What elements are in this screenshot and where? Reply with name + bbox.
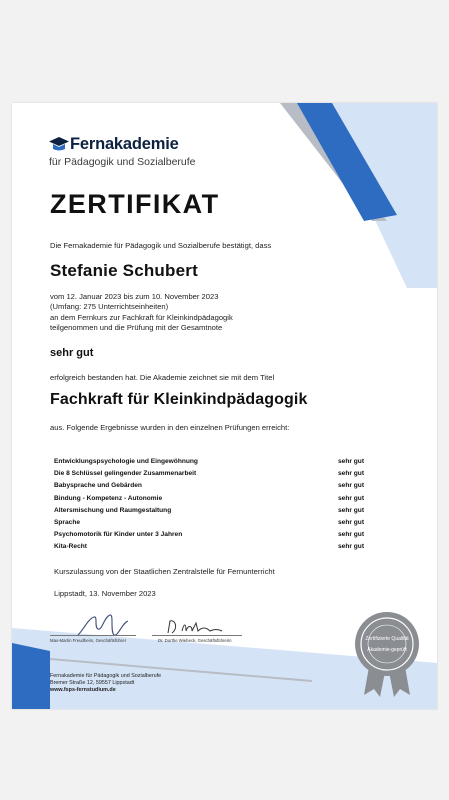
seal-line-2: Akademie-geprüft — [367, 647, 407, 653]
results-table — [54, 458, 374, 556]
result-grade: sehr gut — [338, 482, 365, 490]
footer-org: Fernakademie für Pädagogik und Sozialberufe — [50, 673, 162, 679]
result-subject: Sprache — [54, 518, 81, 526]
logo-name: Fernakademie — [70, 135, 179, 153]
left-signature-caption: Max-Martin Freudheim, Geschäftsführer — [50, 638, 127, 643]
degree-title: Fachkraft für Kleinkindpädagogik — [50, 391, 308, 408]
left-signature-image — [74, 611, 132, 641]
seal-line-1: Zertifizierte Qualität — [365, 636, 409, 642]
result-row — [54, 470, 374, 482]
detail-line: teilgenommen und die Prüfung mit der Gesamtnote — [50, 323, 223, 333]
result-subject: Die 8 Schlüssel gelingender Zusammenarbeit — [54, 470, 197, 478]
result-row — [54, 543, 374, 555]
footer-url: www.fsps-fernstudium.de — [50, 687, 116, 694]
result-row — [54, 519, 374, 531]
result-row — [54, 495, 374, 507]
result-grade: sehr gut — [338, 458, 365, 465]
footer — [50, 673, 161, 695]
quality-seal-icon — [352, 611, 422, 697]
logo — [48, 135, 179, 154]
overall-grade: sehr gut — [50, 347, 94, 359]
passed-text: erfolgreich bestanden hat. Die Akademie zeichnet sie mit dem Titel — [50, 373, 275, 382]
result-row — [54, 531, 374, 543]
place-date: Lippstadt, 13. November 2023 — [54, 589, 156, 598]
result-subject: Babysprache und Gebärden — [54, 482, 142, 490]
result-grade: sehr gut — [338, 543, 365, 551]
right-signature-line — [152, 635, 242, 636]
result-grade: sehr gut — [338, 506, 365, 514]
certificate-sheet — [12, 103, 437, 709]
bottom-left-blue-block — [12, 643, 50, 709]
result-row — [54, 482, 374, 494]
result-subject: Altersmischung und Raumgestaltung — [54, 506, 172, 514]
logo-subtitle: für Pädagogik und Sozialberufe — [49, 156, 196, 168]
course-details — [50, 292, 233, 334]
certificate-title: ZERTIFIKAT — [50, 189, 220, 219]
detail-line: an dem Fernkurs zur Fachkraft für Kleinkindpädagogik — [50, 312, 233, 322]
result-grade: sehr gut — [338, 518, 365, 526]
result-grade: sehr gut — [338, 470, 365, 478]
result-row — [54, 458, 374, 470]
result-grade: sehr gut — [338, 494, 365, 502]
detail-line: (Umfang: 275 Unterrichtseinheiten) — [50, 302, 169, 312]
result-subject: Psychomotorik für Kinder unter 3 Jahren — [54, 531, 183, 539]
left-signature-line — [50, 635, 136, 636]
intro-text: Die Fernakademie für Pädagogik und Sozialberufe bestätigt, dass — [50, 241, 272, 250]
graduation-cap-icon — [48, 136, 70, 153]
result-subject: Entwicklungspsychologie und Eingewöhnung — [54, 458, 198, 465]
footer-address: Bremer Straße 12, 59557 Lippstadt — [50, 680, 135, 687]
approval-text: Kurszulassung von der Staatlichen Zentralstelle für Fernunterricht — [54, 567, 275, 576]
results-intro: aus. Folgende Ergebnisse wurden in den einzelnen Prüfungen erreicht: — [50, 423, 290, 432]
result-grade: sehr gut — [338, 531, 365, 539]
right-signature-caption: Dr. Dorthe Wiebeck, Geschäftsführerin — [158, 638, 232, 643]
recipient-name: Stefanie Schubert — [50, 261, 198, 280]
result-subject: Bindung - Kompetenz - Autonomie — [54, 494, 163, 502]
detail-line: vom 12. Januar 2023 bis zum 10. November 2023 — [50, 292, 219, 301]
result-row — [54, 507, 374, 519]
result-subject: Kita-Recht — [54, 543, 87, 551]
